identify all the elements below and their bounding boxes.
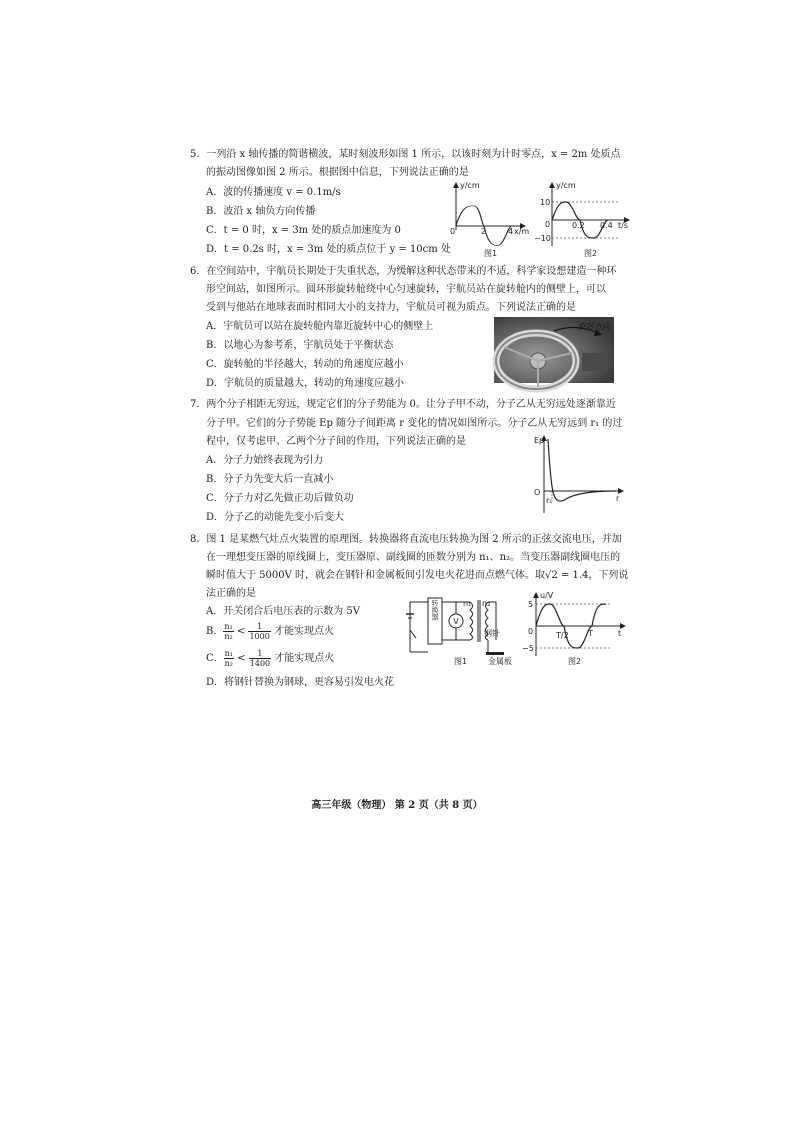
q8-option-c-ratio: $\frac{\text{n₁}}{\text{n₂}}$ — [224, 649, 234, 668]
q5-fig1-tick2: 2 — [481, 227, 487, 236]
q6-option-c: C．旋转舱的半径越大，转动的角速度应越小 — [206, 359, 404, 370]
q5-fig2-origin: 0 — [545, 220, 551, 229]
q5-fig1-ylabel: y/cm — [460, 181, 480, 190]
q8-fig2-t5: 5 — [528, 600, 534, 609]
q8-fig2-xlabel: t — [618, 629, 622, 638]
q6-rotation-direction-label: 旋转方向 — [578, 322, 610, 331]
q5-fig2-caption: 图2 — [584, 249, 598, 258]
q8-fig2-caption: 图2 — [568, 657, 582, 666]
q8-fig2-tT: T — [588, 629, 593, 638]
q7-fig-ylabel: Ep — [534, 436, 545, 445]
q8-fig2-thalf: T/2 — [556, 631, 569, 640]
q6-option-d: D．宇航员的质量越大，转动的角速度应越小 — [206, 378, 405, 389]
q6-space-station-photo — [494, 317, 614, 383]
q8-line1: 8．图 1 是某燃气灶点火装置的原理图。转换器将直流电压转换为图 2 所示的正弦交流电压，并加 — [190, 534, 622, 545]
q6-line3: 受到与他站在地球表面时相同大小的支持力，宇航员可视为质点。下列说法正确的是 — [206, 302, 576, 313]
q8-circuit-figure1 — [400, 592, 510, 672]
q5-option-c: C．t = 0 时，x = 3m 处的质点加速度为 0 — [206, 225, 401, 236]
q6-line1: 6．在空间站中，宇航员长期处于失重状态，为缓解这种状态带来的不适，科学家设想建造一种环 — [190, 266, 617, 277]
q8-option-c-fraction: $\frac{1}{1400}$ — [249, 649, 271, 668]
q8-option-b-fraction: $\frac{1}{1000}$ — [249, 622, 270, 641]
q5-figure1 — [448, 180, 528, 260]
q6-line2: 形空间站，如图所示。圆环形旋转舱绕中心匀速旋转，宇航员站在旋转舱内的侧壁上，可以 — [206, 284, 606, 295]
q8-n2-label: n₂ — [482, 599, 491, 608]
q8-n1-label: n₁ — [463, 599, 472, 608]
q5-fig2-t02: 0.2 — [572, 221, 585, 230]
q8-option-b-prefix: B． — [206, 626, 224, 637]
q7-line2: 分子甲。它们的分子势能 Ep 随分子间距离 r 变化的情况如图所示。分子乙从无穷远到 r₁ 的过 — [206, 418, 623, 429]
q8-option-d: D．将钢针替换为钢球，更容易引发电火花 — [206, 677, 395, 688]
q5-fig2-t04: 0.4 — [600, 221, 613, 230]
q7-option-d: D．分子乙的动能先变小后变大 — [206, 512, 345, 523]
q7-potential-energy-graph — [528, 433, 628, 515]
q8-line2: 在一理想变压器的原线圈上，变压器原、副线圈的匝数分别为 n₁、n₂。当变压器副线圈电压的 — [206, 552, 621, 563]
q7-option-c: C．分子力对乙先做正功后做负功 — [206, 493, 354, 504]
q8-voltage-figure2 — [520, 590, 630, 670]
q5-fig1-caption: 图1 — [484, 249, 498, 258]
q5-fig2-t10: 10 — [540, 198, 551, 207]
q8-option-c-prefix: C． — [206, 653, 224, 664]
q5-fig2-xlabel: t/s — [618, 221, 628, 230]
q8-option-b-ratio: $\frac{\text{n₁}}{\text{n₂}}$ — [224, 622, 233, 641]
q7-fig-r1: r₁ — [546, 496, 553, 505]
q6-option-a: A．宇航员可以站在旋转舱内靠近旋转中心的侧壁上 — [206, 321, 434, 332]
q8-needle-label: 钢针 — [484, 629, 500, 638]
q8-option-a: A．开关闭合后电压表的示数为 5V — [206, 606, 360, 617]
q5-option-a: A．波的传播速度 v = 0.1m/s — [206, 187, 341, 198]
q8-fig2-origin: 0 — [528, 627, 534, 636]
q5-fig1-origin: 0 — [450, 227, 456, 236]
page-footer: 高三年级（物理） 第 2 页（共 8 页） — [311, 800, 483, 811]
q5-option-d: D．t = 0.2s 时，x = 3m 处的质点位于 y = 10cm 处 — [206, 244, 451, 255]
q6-option-b: B．以地心为参考系，宇航员处于平衡状态 — [206, 340, 394, 351]
q8-option-b: B． $\frac{\text{n₁}}{\text{n₂}}$ < $\frac{1}{1000}$ 才能实现点火 — [206, 622, 335, 641]
q5-fig1-xlabel: x/m — [514, 227, 530, 236]
q5-line2: 的振动图像如图 2 所示。根据图中信息，下列说法正确的是 — [206, 167, 469, 178]
q7-fig-xlabel: r — [616, 494, 620, 503]
q5-figure2 — [534, 180, 638, 260]
q5-fig2-tm10: −10 — [534, 234, 551, 243]
q8-plate-label: 金属板 — [488, 657, 512, 666]
q8-fig2-ylabel: u/V — [540, 591, 554, 600]
q5-option-b: B．波沿 x 轴负方向传播 — [206, 206, 316, 217]
q8-voltmeter-label: V — [453, 617, 459, 626]
q8-fig2-tm5: −5 — [522, 644, 534, 653]
q5-line1: 5．一列沿 x 轴传播的简谐横波，某时刻波形如图 1 所示，以该时刻为计时零点，x = 2m 处质点 — [190, 149, 621, 160]
q8-option-c: C． $\frac{\text{n₁}}{\text{n₂}}$ < $\frac{1}{1400}$ 才能实现点火 — [206, 649, 335, 668]
q5-fig1-tick4: 4 — [508, 227, 514, 236]
q8-fig1-caption: 图1 — [454, 657, 468, 666]
q7-line3: 程中，仅考虑甲、乙两个分子间的作用，下列说法正确的是 — [206, 436, 466, 447]
q8-converter-label: 转换器 — [431, 599, 439, 621]
q7-fig-origin: O — [534, 488, 541, 497]
q7-option-a: A．分子力始终表现为引力 — [206, 455, 324, 466]
q7-option-b: B．分子力先变大后一直减小 — [206, 474, 334, 485]
q8-line3: 瞬时值大于 5000V 时，就会在钢针和金属板间引发电火花进而点燃气体。取√2 = 1.4，下列说 — [206, 570, 629, 581]
q8-line4: 法正确的是 — [206, 588, 256, 599]
q5-fig2-ylabel: y/cm — [556, 181, 576, 190]
q7-line1: 7．两个分子相距无穷远，规定它们的分子势能为 0。让分子甲不动，分子乙从无穷远处逐渐靠近 — [190, 399, 616, 410]
